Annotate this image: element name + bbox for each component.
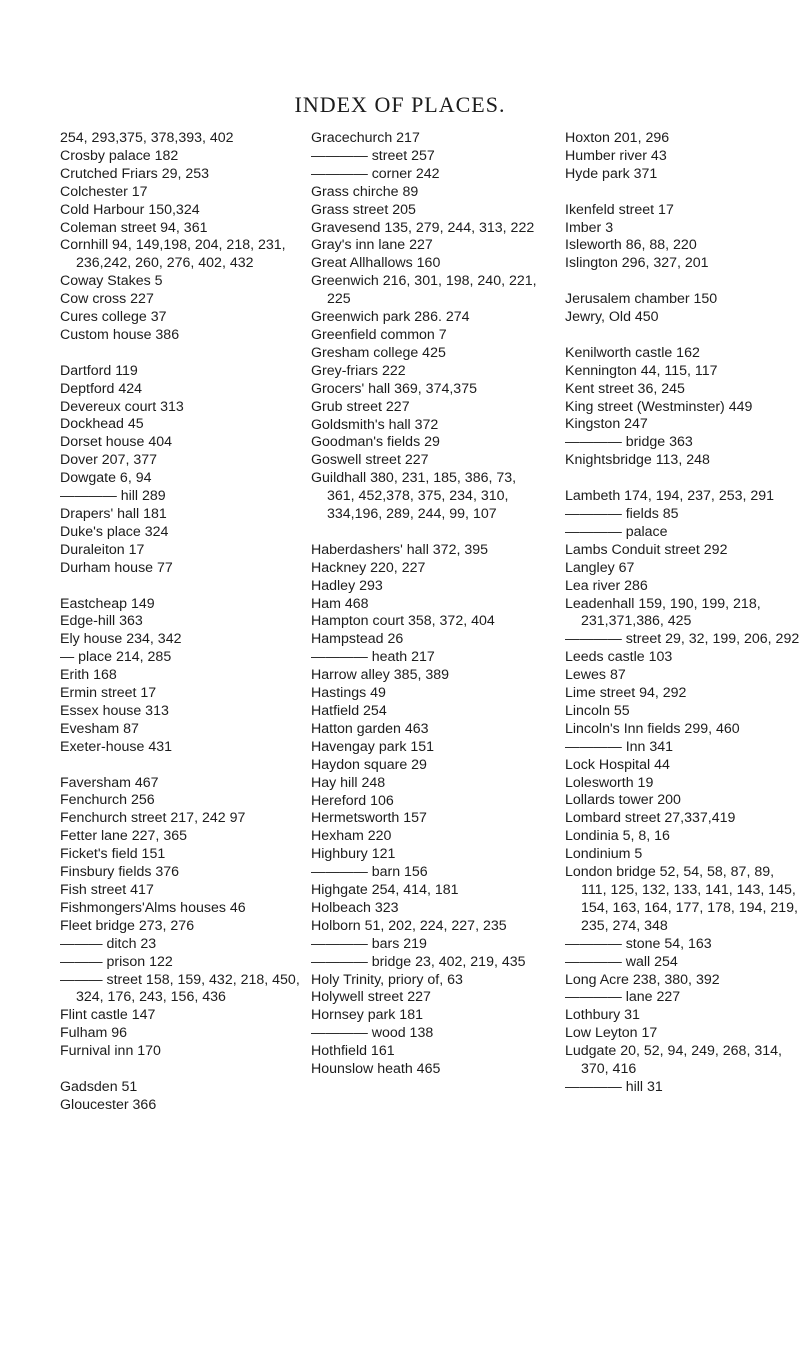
index-entry: Hornsey park 181 xyxy=(311,1007,423,1024)
index-entry: Hoxton 201, 296 xyxy=(565,130,670,146)
section-gap xyxy=(311,524,543,542)
index-entry: ———— wood 138 xyxy=(311,1025,434,1042)
index-entry: Flint castle 147 xyxy=(60,1007,156,1024)
index-entry: Cures college 37 xyxy=(60,309,167,326)
index-entry: Hastings 49 xyxy=(311,685,386,702)
index-entry: Goldsmith's hall 372 xyxy=(311,416,439,433)
index-entry: Grass chirche 89 xyxy=(311,183,419,200)
index-entry: Ludgate 20, 52, 94, 249, 268, 314, 370, 416 xyxy=(565,1043,782,1078)
index-entry: London bridge 52, 54, 58, 87, 89, 111, 125, 132, 133, 141, 143, 145, 154, 163, 164, 177, 178, 194, 219, 235, 274, 348 xyxy=(565,864,798,934)
index-entry: Furnival inn 170 xyxy=(60,1043,161,1060)
index-entry: Hampstead 26 xyxy=(311,631,404,648)
index-entry: ———— fields 85 xyxy=(565,505,679,522)
index-entry: Lollards tower 200 xyxy=(565,792,681,809)
index-entry: Londinia 5, 8, 16 xyxy=(565,828,670,845)
index-entry: Holbeach 323 xyxy=(311,899,399,916)
index-entry: Evesham 87 xyxy=(60,720,139,737)
index-entry: ——— street 158, 159, 432, 218, 450, 324, 176, 243, 156, 436 xyxy=(60,971,300,1006)
index-column-2 xyxy=(311,130,543,1079)
index-entry: Lambs Conduit street 292 xyxy=(565,541,728,558)
index-entry: King street (Westminster) 449 xyxy=(565,398,753,415)
index-entry: ———— heath 217 xyxy=(311,649,435,666)
index-entry: Highgate 254, 414, 181 xyxy=(311,882,459,899)
index-column-1 xyxy=(60,130,308,1115)
index-entry: Custom house 386 xyxy=(60,326,180,343)
index-entry: Holy Trinity, priory of, 63 xyxy=(311,971,463,988)
section-gap xyxy=(60,757,308,775)
index-entry: Gray's inn lane 227 xyxy=(311,237,433,254)
index-entry: Devereux court 313 xyxy=(60,398,184,415)
index-entry: Ermin street 17 xyxy=(60,685,157,702)
index-entry: Eastcheap 149 xyxy=(60,595,155,612)
index-entry: Hatfield 254 xyxy=(311,702,387,719)
index-entry: Ely house 234, 342 xyxy=(60,631,182,648)
index-entry: Lea river 286 xyxy=(565,577,648,594)
index-entry: ———— barn 156 xyxy=(311,864,428,881)
index-entry: Imber 3 xyxy=(565,219,614,236)
section-gap xyxy=(60,1061,308,1079)
index-entry: Lock Hospital 44 xyxy=(565,756,670,773)
index-entry: Grass street 205 xyxy=(311,201,416,218)
index-entry: Kenilworth castle 162 xyxy=(565,344,700,361)
index-entry: Harrow alley 385, 389 xyxy=(311,667,450,684)
index-entry: Haberdashers' hall 372, 395 xyxy=(311,541,489,558)
index-entry: Lime street 94, 292 xyxy=(565,685,687,702)
index-entry: ———— bridge 23, 402, 219, 435 xyxy=(311,953,526,970)
index-entry: ———— stone 54, 163 xyxy=(565,935,712,952)
index-entry: Grub street 227 xyxy=(311,398,410,415)
index-entry: Duke's place 324 xyxy=(60,523,169,540)
index-entry: Highbury 121 xyxy=(311,846,396,863)
index-entry: Lewes 87 xyxy=(565,667,626,684)
index-entry: ———— street 29, 32, 199, 206, 292 xyxy=(565,631,800,648)
index-entry: Fetter lane 227, 365 xyxy=(60,828,187,845)
index-entry: Essex house 313 xyxy=(60,702,169,719)
index-entry: Leadenhall 159, 190, 199, 218, 231,371,386, 425 xyxy=(565,595,761,630)
index-entry: Islington 296, 327, 201 xyxy=(565,255,709,272)
index-entry: Exeter-house 431 xyxy=(60,738,172,755)
index-entry: Humber river 43 xyxy=(565,147,667,164)
index-entry: Hampton court 358, 372, 404 xyxy=(311,613,495,630)
index-entry: Ikenfeld street 17 xyxy=(565,201,674,218)
index-entry: Havengay park 151 xyxy=(311,738,435,755)
index-entry: Greenwich park 286. 274 xyxy=(311,309,470,326)
index-entry: ———— bridge 363 xyxy=(565,434,693,451)
index-entry: Lombard street 27,337,419 xyxy=(565,810,736,827)
index-entry: Londinium 5 xyxy=(565,846,643,863)
index-entry: Cold Harbour 150,324 xyxy=(60,201,200,218)
index-entry: Lolesworth 19 xyxy=(565,774,654,791)
section-gap xyxy=(565,273,800,291)
index-entry: Greenwich 216, 301, 198, 240, 221, 225 xyxy=(311,273,537,308)
index-entry: Duraleiton 17 xyxy=(60,541,145,558)
index-entry: Hexham 220 xyxy=(311,828,392,845)
section-gap xyxy=(565,327,800,345)
index-entry: Kingston 247 xyxy=(565,416,648,433)
index-entry: Hatton garden 463 xyxy=(311,720,429,737)
index-entry: Kent street 36, 245 xyxy=(565,380,685,397)
index-entry: Fenchurch street 217, 242 97 xyxy=(60,810,246,827)
index-entry: Fishmongers'Alms houses 46 xyxy=(60,899,246,916)
index-entry: Gresham college 425 xyxy=(311,344,446,361)
index-entry: Hadley 293 xyxy=(311,577,383,594)
index-column-3 xyxy=(565,130,800,1097)
index-entry: Cow cross 227 xyxy=(60,291,154,308)
index-entry: Holywell street 227 xyxy=(311,989,431,1006)
index-entry: Leeds castle 103 xyxy=(565,649,673,666)
index-entry: Goswell street 227 xyxy=(311,452,429,469)
index-entry: Fleet bridge 273, 276 xyxy=(60,917,195,934)
index-entry: Great Allhallows 160 xyxy=(311,255,441,272)
index-entry: Hothfield 161 xyxy=(311,1043,395,1060)
index-entry: Jerusalem chamber 150 xyxy=(565,291,718,308)
index-entry: Crosby palace 182 xyxy=(60,147,179,164)
index-entry: ——— prison 122 xyxy=(60,953,173,970)
index-entry: ———— hill 31 xyxy=(565,1078,663,1095)
index-entry: Gravesend 135, 279, 244, 313, 222 xyxy=(311,219,535,236)
section-gap xyxy=(565,184,800,202)
index-entry: Hyde park 371 xyxy=(565,165,658,182)
index-entry: Greenfield common 7 xyxy=(311,326,447,343)
index-entry: Holborn 51, 202, 224, 227, 235 xyxy=(311,917,507,934)
index-entry: Faversham 467 xyxy=(60,774,159,791)
index-entry: ——— ditch 23 xyxy=(60,935,157,952)
index-entry: Finsbury fields 376 xyxy=(60,864,180,881)
index-entry: Langley 67 xyxy=(565,559,635,576)
index-entry: ———— wall 254 xyxy=(565,953,678,970)
index-entry: Jewry, Old 450 xyxy=(565,309,659,326)
index-entry: Ham 468 xyxy=(311,595,369,612)
index-entry: Erith 168 xyxy=(60,667,117,684)
index-entry: Crutched Friars 29, 253 xyxy=(60,165,210,182)
index-entry: Grey-friars 222 xyxy=(311,362,406,379)
index-entry: ———— palace xyxy=(565,523,668,540)
index-entry: Goodman's fields 29 xyxy=(311,434,440,451)
index-entry: ———— lane 227 xyxy=(565,989,681,1006)
index-entry: Guildhall 380, 231, 185, 386, 73, 361, 452,378, 375, 234, 310, 334,196, 289, 244, 99, 107 xyxy=(311,470,517,523)
index-entry: Dorset house 404 xyxy=(60,434,172,451)
index-entry: Knightsbridge 113, 248 xyxy=(565,452,710,469)
index-entry: Deptford 424 xyxy=(60,380,143,397)
index-entry: Long Acre 238, 380, 392 xyxy=(565,971,720,988)
index-entry: ———— Inn 341 xyxy=(565,738,674,755)
index-entry: Hereford 106 xyxy=(311,792,394,809)
index-entry: Dover 207, 377 xyxy=(60,452,158,469)
index-entry: Gloucester 366 xyxy=(60,1096,157,1113)
page-title: INDEX OF PLACES. xyxy=(294,92,506,117)
index-entry: Fenchurch 256 xyxy=(60,792,155,809)
index-entry: Fish street 417 xyxy=(60,882,154,899)
index-entry: Isleworth 86, 88, 220 xyxy=(565,237,697,254)
index-entry: Lothbury 31 xyxy=(565,1007,640,1024)
section-gap xyxy=(60,578,308,596)
index-entry: Kennington 44, 115, 117 xyxy=(565,362,718,379)
index-entry: Grocers' hall 369, 374,375 xyxy=(311,380,477,397)
index-entry: Ficket's field 151 xyxy=(60,846,166,863)
index-entry: Edge-hill 363 xyxy=(60,613,143,630)
index-entry: Coway Stakes 5 xyxy=(60,273,163,290)
index-entry: Dowgate 6, 94 xyxy=(60,470,152,487)
index-entry: Fulham 96 xyxy=(60,1025,128,1042)
index-entry: ———— corner 242 xyxy=(311,165,440,182)
index-entry: Lincoln's Inn fields 299, 460 xyxy=(565,720,740,737)
index-entry: Durham house 77 xyxy=(60,559,173,576)
index-entry: ———— street 257 xyxy=(311,147,435,164)
index-entry: — place 214, 285 xyxy=(60,649,172,666)
index-entry: Lambeth 174, 194, 237, 253, 291 xyxy=(565,488,775,505)
index-entry: Hay hill 248 xyxy=(311,774,386,791)
index-entry: 254, 293,375, 378,393, 402 xyxy=(60,130,234,146)
index-entry: Drapers' hall 181 xyxy=(60,506,167,523)
section-gap xyxy=(60,345,308,363)
index-entry: Gadsden 51 xyxy=(60,1078,138,1095)
index-entry: Lincoln 55 xyxy=(565,702,630,719)
index-entry: Hackney 220, 227 xyxy=(311,559,426,576)
index-entry: ———— bars 219 xyxy=(311,935,427,952)
section-gap xyxy=(565,470,800,488)
index-entry: Dockhead 45 xyxy=(60,416,144,433)
index-entry: Colchester 17 xyxy=(60,183,148,200)
index-entry: Low Leyton 17 xyxy=(565,1025,658,1042)
index-entry: Cornhill 94, 149,198, 204, 218, 231, 236,242, 260, 276, 402, 432 xyxy=(60,237,286,272)
index-entry: Hounslow heath 465 xyxy=(311,1061,441,1078)
index-entry: Haydon square 29 xyxy=(311,756,427,773)
index-entry: ———— hill 289 xyxy=(60,488,166,505)
index-entry: Gracechurch 217 xyxy=(311,130,420,146)
index-entry: Hermetsworth 157 xyxy=(311,810,427,827)
index-entry: Dartford 119 xyxy=(60,362,138,379)
index-entry: Coleman street 94, 361 xyxy=(60,219,208,236)
